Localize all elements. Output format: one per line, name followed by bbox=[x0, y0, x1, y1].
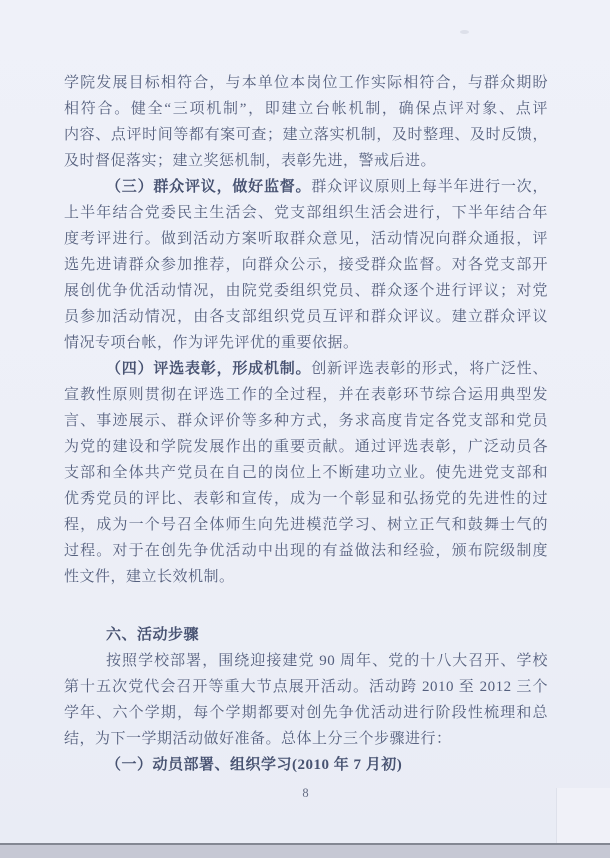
text-line bbox=[64, 700, 548, 726]
body-text: 学院发展目标相符合，与本单位本岗位工作实际相符合，与群众期盼 bbox=[64, 75, 548, 91]
body-text: 支部和全体共产党员在自己的岗位上不断建功立业。使先进党支部和 bbox=[64, 465, 548, 481]
text-line bbox=[64, 122, 548, 148]
text-line bbox=[64, 96, 548, 122]
bold-text: （四）评选表彰，形成机制。 bbox=[106, 361, 312, 377]
body-text: 优秀党员的评比、表彰和宣传，成为一个彰显和弘扬党的先进性的过 bbox=[64, 491, 548, 507]
text-line bbox=[64, 726, 548, 752]
text-line bbox=[64, 434, 548, 460]
step-1-heading bbox=[64, 752, 548, 778]
page-content bbox=[64, 70, 548, 778]
text-line bbox=[64, 148, 548, 174]
body-text: 创新评选表彰的形式，将广泛性、 bbox=[311, 361, 548, 377]
text-line bbox=[64, 278, 548, 304]
page-number: 8 bbox=[302, 786, 310, 800]
text-line bbox=[64, 70, 548, 96]
paragraph-section-3 bbox=[64, 174, 548, 356]
text-line bbox=[64, 252, 548, 278]
bold-text: 六、活动步骤 bbox=[106, 627, 200, 643]
text-line bbox=[64, 408, 548, 434]
text-line bbox=[64, 648, 548, 674]
text-line bbox=[64, 200, 548, 226]
body-text: 情况专项台帐，作为评先评优的重要依据。 bbox=[64, 335, 359, 351]
text-line bbox=[64, 356, 548, 382]
body-text: 度考评进行。做到活动方案听取群众意见，活动情况向群众通报，评 bbox=[64, 231, 548, 247]
scan-smudge-mark bbox=[460, 30, 469, 34]
text-line bbox=[64, 622, 548, 648]
body-text: 选先进请群众参加推荐，向群众公示，接受群众监督。对各党支部开 bbox=[64, 257, 548, 273]
paragraph-continued bbox=[64, 70, 548, 174]
paragraph-section-4 bbox=[64, 356, 548, 590]
body-text: 程，成为一个号召全体师生向先进模范学习、树立正气和鼓舞士气的 bbox=[64, 517, 548, 533]
body-text: 及时督促落实；建立奖惩机制，表彰先进，警戒后进。 bbox=[64, 153, 437, 169]
body-text: 性文件，建立长效机制。 bbox=[64, 569, 235, 585]
body-text: 内容、点评时间等都有案可查；建立落实机制，及时整理、及时反馈， bbox=[64, 127, 548, 143]
text-line bbox=[64, 174, 548, 200]
body-text: 员参加活动情况，由各支部组织党员互评和群众评议。建立群众评议 bbox=[64, 309, 548, 325]
text-line bbox=[64, 486, 548, 512]
text-line bbox=[64, 460, 548, 486]
text-line bbox=[64, 564, 548, 590]
body-text: 为党的建设和学院发展作出的重要贡献。通过评选表彰，广泛动员各 bbox=[64, 439, 548, 455]
text-line bbox=[64, 226, 548, 252]
text-line bbox=[64, 538, 548, 564]
body-text: 言、事迹展示、群众评价等多种方式，务求高度肯定各党支部和党员 bbox=[64, 413, 548, 429]
bold-text: （一）动员部署、组织学习(2010 年 7 月初) bbox=[106, 757, 403, 773]
paper-corner-edge bbox=[556, 788, 610, 843]
body-text: 展创优争优活动情况，由院党委组织党员、群众逐个进行评议；对党 bbox=[64, 283, 548, 299]
text-line bbox=[64, 674, 548, 700]
text-line bbox=[64, 512, 548, 538]
bold-text: （三）群众评议，做好监督。 bbox=[106, 179, 312, 195]
text-line bbox=[64, 304, 548, 330]
text-line bbox=[64, 382, 548, 408]
text-line bbox=[64, 330, 548, 356]
body-text: 宣教性原则贯彻在评选工作的全过程，并在表彰环节综合运用典型发 bbox=[64, 387, 548, 403]
body-text: 学年、六个学期，每个学期都要对创先争优活动进行阶段性梳理和总 bbox=[64, 705, 548, 721]
body-text: 结，为下一学期活动做好准备。总体上分三个步骤进行： bbox=[64, 731, 452, 747]
heading-section-6 bbox=[64, 622, 548, 648]
text-line bbox=[64, 752, 548, 778]
body-text: 过程。对于在创先争优活动中出现的有益做法和经验，颁布院级制度 bbox=[64, 543, 548, 559]
body-text: 按照学校部署，围绕迎接建党 90 周年、党的十八大召开、学校 bbox=[106, 653, 548, 669]
body-text: 第十五次党代会召开等重大节点展开活动。活动跨 2010 至 2012 三个 bbox=[64, 679, 548, 695]
body-text: 相符合。健全“三项机制”，即建立台帐机制，确保点评对象、点评 bbox=[64, 101, 548, 117]
paragraph-steps-intro bbox=[64, 648, 548, 752]
body-text: 群众评议原则上每半年进行一次， bbox=[311, 179, 548, 195]
body-text: 上半年结合党委民主生活会、党支部组织生活会进行，下半年结合年 bbox=[64, 205, 548, 221]
